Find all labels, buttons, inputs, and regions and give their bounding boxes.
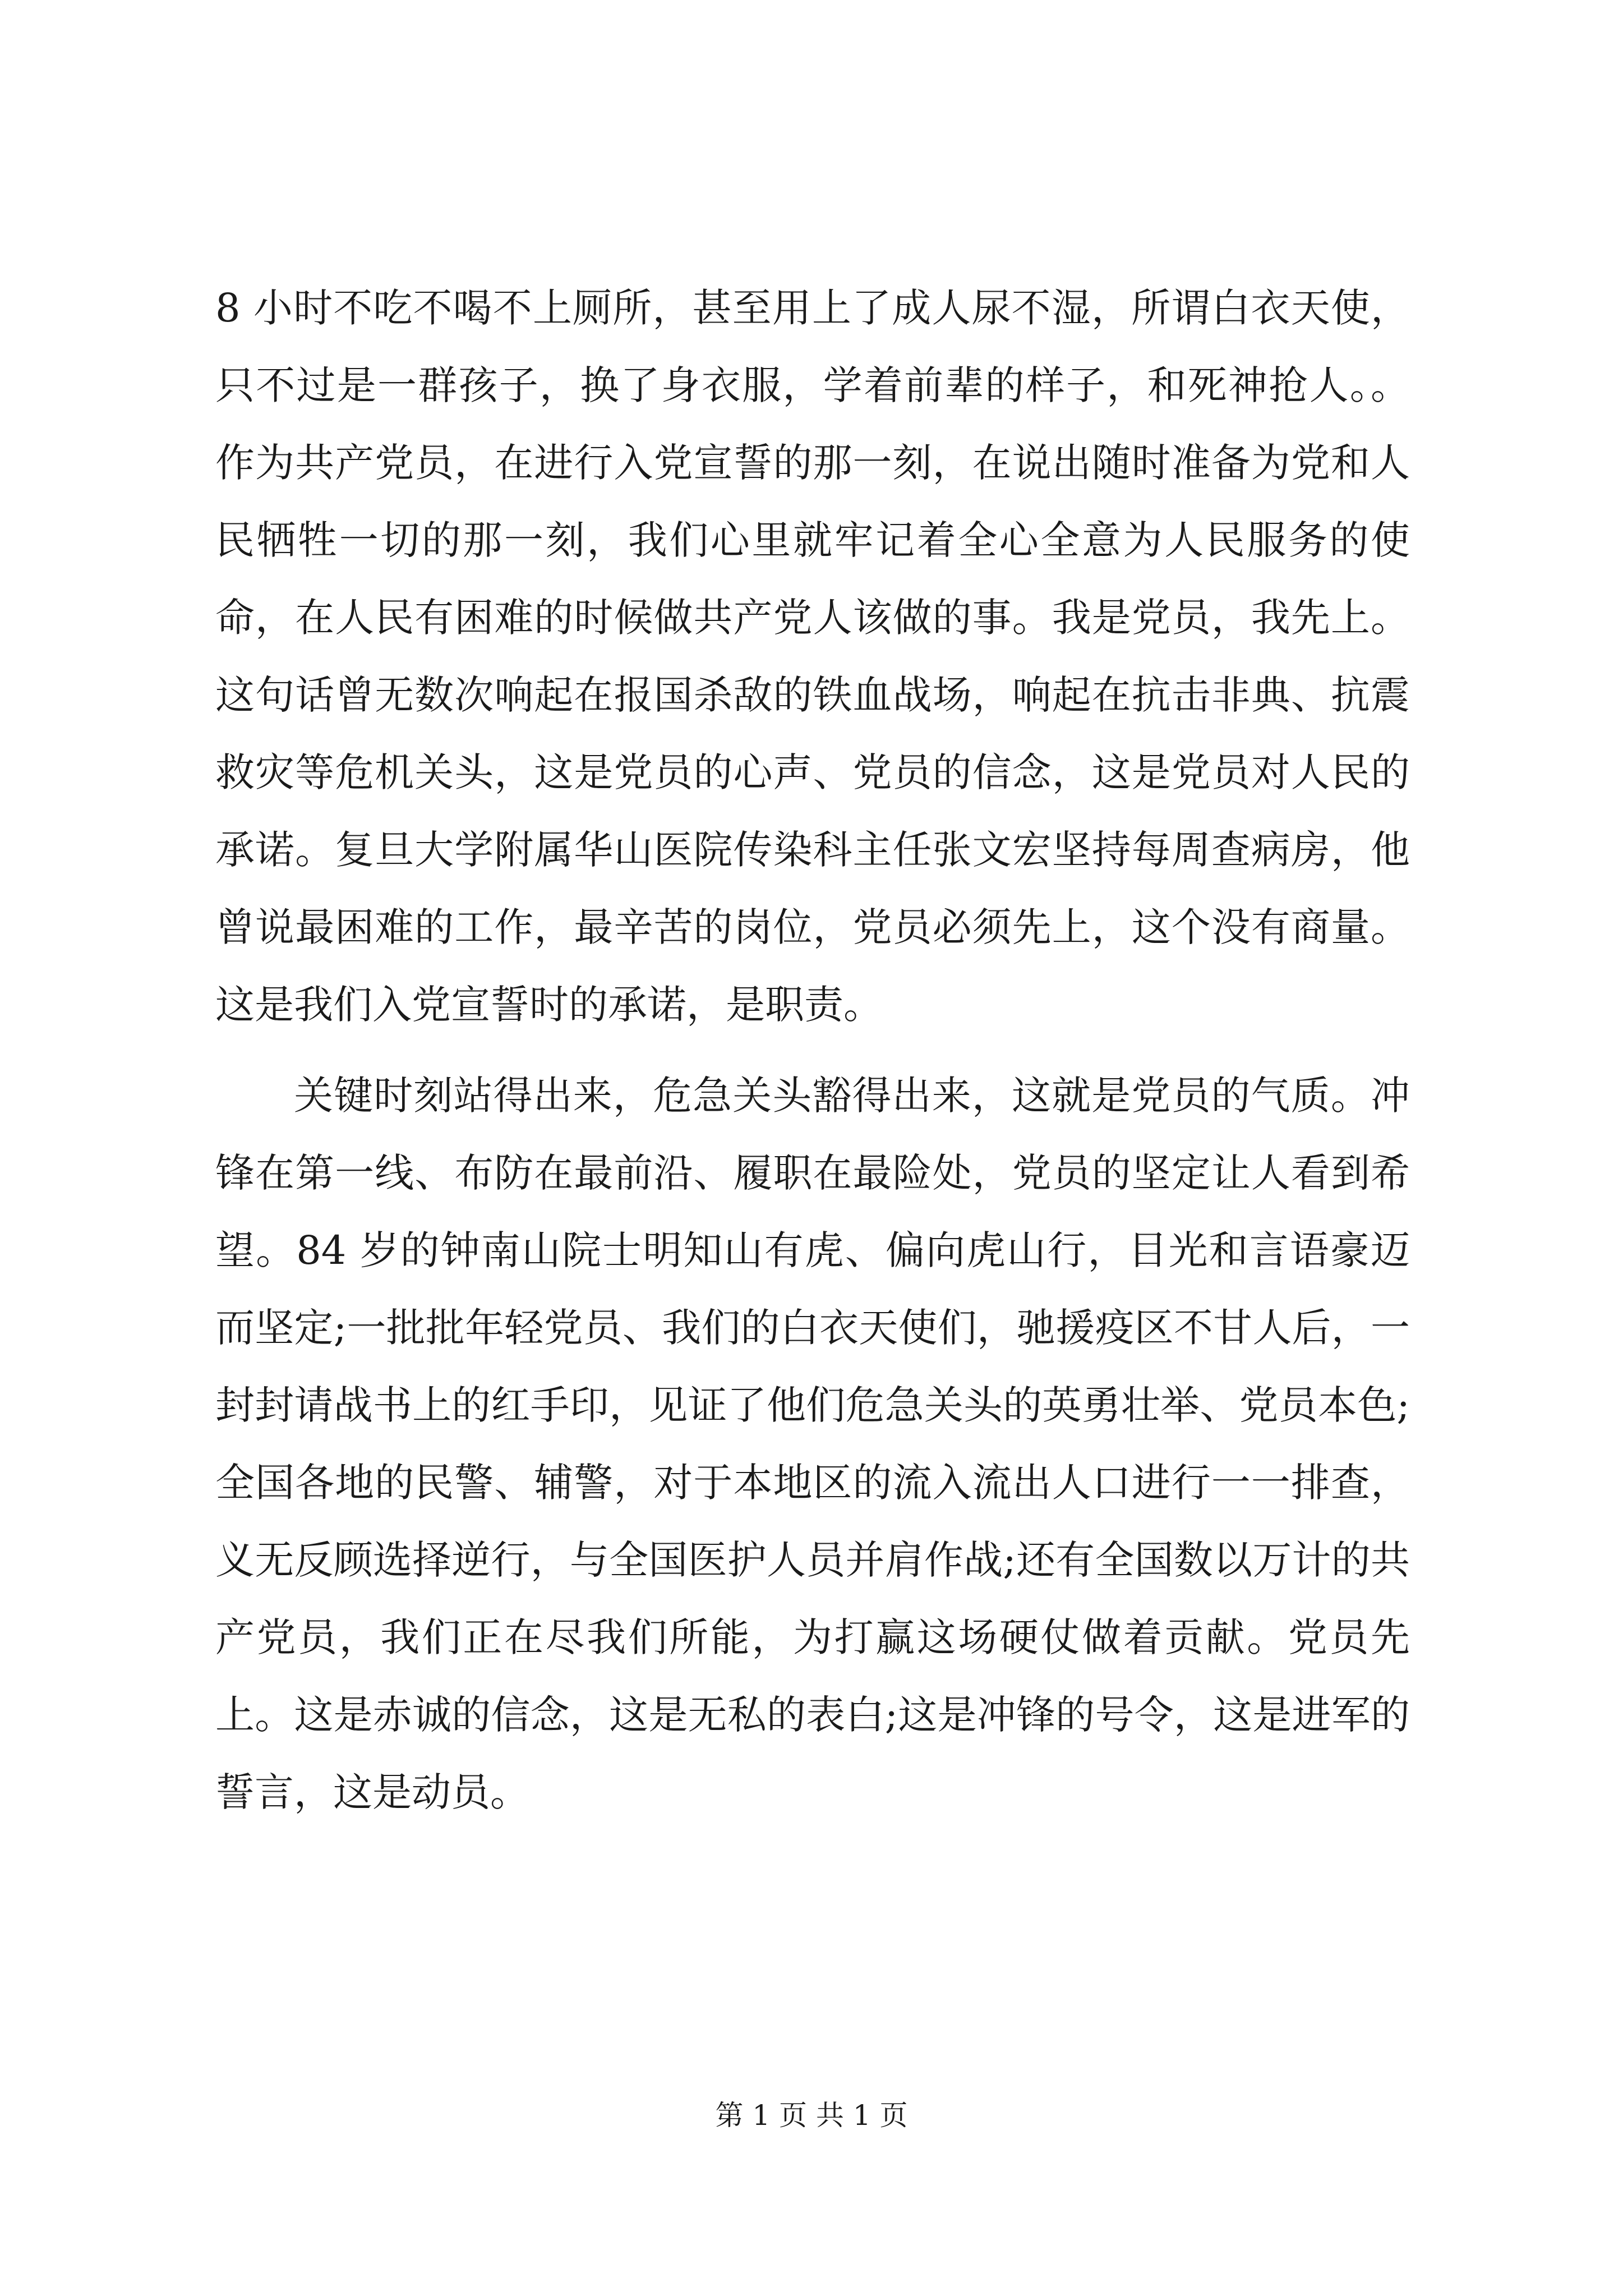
paragraph-1: 8 小时不吃不喝不上厕所，甚至用上了成人尿不湿，所谓白衣天使，只不过是一群孩子，换了身衣服，学着前辈的样子，和死神抢人。。作为共产党员，在进行入党宣誓的那一刻，在说出随时准备为党和人民牺牲一切的那一刻，我们心里就牢记着全心全意为人民服务的使命，在人民有困难的时候做共产党人该做的事。我是党员，我先上。这句话曾无数次响起在报国杀敌的铁血战场，响起在抗击非典、抗震救灾等危机关头，这是党员的心声、党员的信念，这是党员对人民的承诺。复旦大学附属华山医院传染科主任张文宏坚持每周查病房，他曾说最困难的工作，最辛苦的岗位，党员必须先上，这个没有商量。这是我们入党宣誓时的承诺，是职责。 [215,285,1410,1028]
page-footer: 第 1 页 共 1 页 [715,2099,908,2132]
document-body [215,269,1410,1831]
paragraph-2: 关键时刻站得出来，危急关头豁得出来，这就是党员的气质。冲锋在第一线、布防在最前沿、履职在最险处，党员的坚定让人看到希望。84 岁的钟南山院士明知山有虎、偏向虎山行，目光和言语豪迈而坚定;一批批年轻党员、我们的白衣天使们，驰援疫区不甘人后，一封封请战书上的红手印，见证了他们危急关头的英勇壮举、党员本色;全国各地的民警、辅警，对于本地区的流入流出人口进行一一排查，义无反顾选择逆行，与全国医护人员并肩作战;还有全国数以万计的共产党员，我们正在尽我们所能，为打赢这场硬仗做着贡献。党员先上。这是赤诚的信念，这是无私的表白;这是冲锋的号令，这是进军的誓言，这是动员。 [215,1073,1410,1815]
